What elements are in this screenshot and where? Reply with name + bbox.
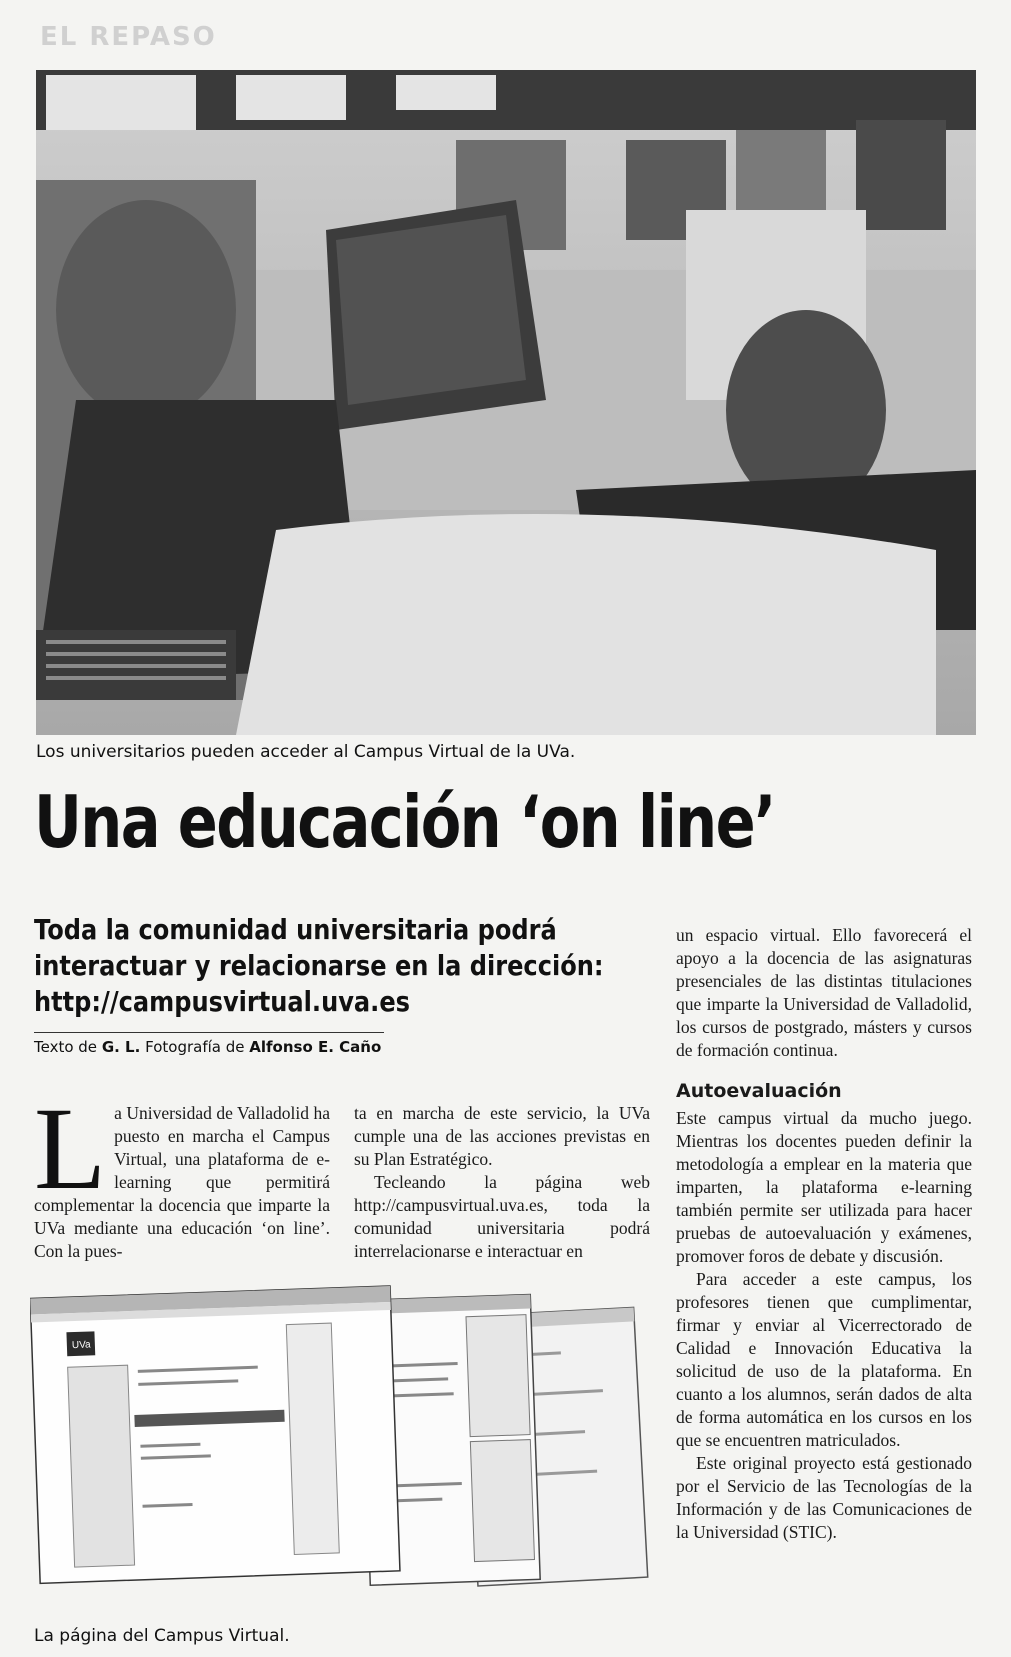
dropcap: L: [34, 1083, 107, 1214]
body-paragraph: Para acceder a este campus, los profesores tienen que cumplimentar, firmar y enviar al Vicerrectorado de Calidad e Innovación Educativa la solicitud de uso de la plataforma. En cuanto a los alumnos, serán dados de alta de forma automática en los cursos en los que se encuentren matriculados.: [676, 1269, 972, 1450]
byline-author: G. L.: [101, 1038, 141, 1056]
classroom-photo: [36, 70, 976, 735]
screens-caption: La página del Campus Virtual.: [34, 1626, 290, 1646]
photo-caption: Los universitarios pueden acceder al Campus Virtual de la UVa.: [36, 742, 576, 762]
body-paragraph: a Universidad de Valladolid ha puesto en marcha el Campus Virtual, una plataforma de e-learning que permitirá complementar la docencia que imparte la UVa mediante una educación ‘on line’. Con la pues-: [34, 1103, 330, 1261]
campus-logo: UVa: [71, 1339, 91, 1352]
byline: [34, 1038, 381, 1056]
section-heading: Autoevaluación: [676, 1080, 842, 1102]
section-tag: EL REPASO: [40, 22, 217, 52]
body-column-2: [354, 1102, 650, 1263]
byline-photo-label: Fotografía de: [145, 1038, 245, 1056]
byline-text-label: Texto de: [34, 1038, 98, 1056]
body-paragraph: un espacio virtual. Ello favorecerá el apoyo a la docencia de las asignaturas presenciales de las distintas titulaciones que imparte la Universidad de Valladolid, los cursos de postgrado, másters y cursos de formación continua.: [676, 925, 972, 1060]
subhead: [34, 912, 604, 1020]
campus-screenshots-illustration: [30, 1282, 660, 1597]
campus-screenshots: [30, 1282, 660, 1597]
body-column-1: [34, 1083, 330, 1263]
classroom-photo-illustration: [36, 70, 976, 735]
body-paragraph: ta en marcha de este servicio, la UVa cumple una de las acciones previstas en su Plan Estratégico.: [354, 1103, 650, 1169]
body-paragraph: Tecleando la página web http://campusvirtual.uva.es, toda la comunidad universitaria podrá interrelacionarse e interactuar en: [354, 1172, 650, 1261]
subhead-line: Toda la comunidad universitaria podrá: [34, 913, 557, 946]
subhead-url: http://campusvirtual.uva.es: [34, 985, 410, 1018]
body-paragraph: Este original proyecto está gestionado por el Servicio de las Tecnologías de la Información y de las Comunicaciones de la Universidad (STIC).: [676, 1453, 972, 1542]
byline-photographer: Alfonso E. Caño: [249, 1038, 382, 1056]
byline-rule: [34, 1032, 384, 1033]
body-paragraph: Este campus virtual da mucho juego. Mientras los docentes pueden definir la metodología a emplear en la materia que imparten, la plataforma e-learning también permite ser utilizada para hacer pruebas de autoevaluación y exámenes, promover foros de debate y discusión.: [676, 1108, 972, 1266]
subhead-line: interactuar y relacionarse en la dirección:: [34, 949, 604, 982]
body-column-3: [676, 924, 972, 1544]
headline: Una educación ‘on line’: [34, 780, 775, 864]
